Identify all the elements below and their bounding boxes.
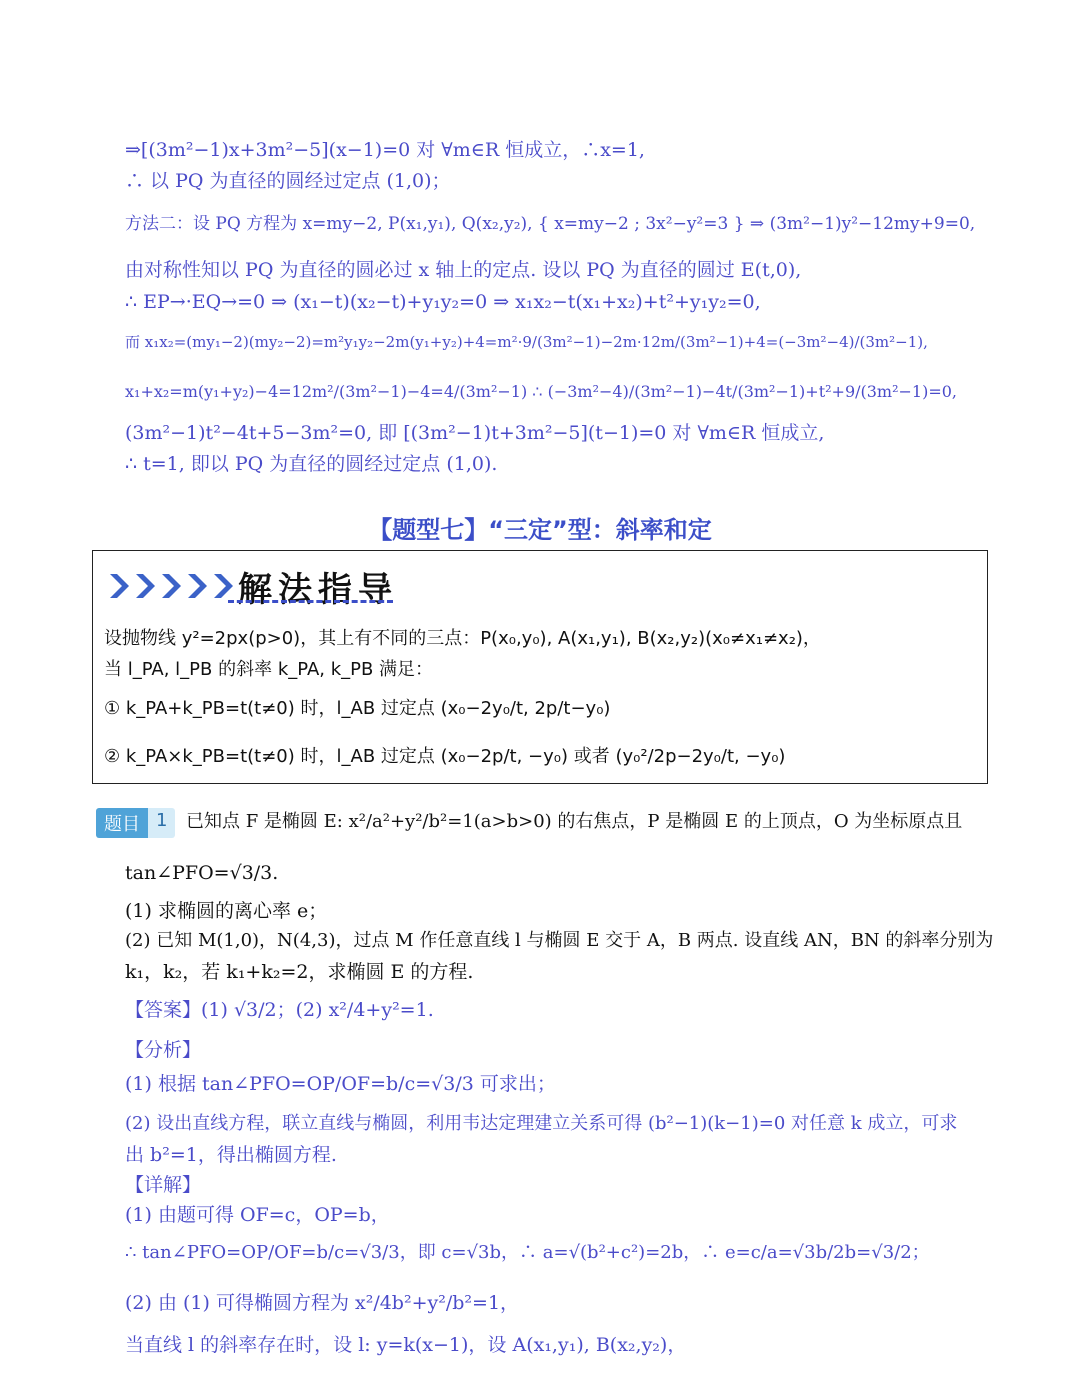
analysis-line: (2) 设出直线方程，联立直线与椭圆，利用韦达定理建立关系可得 (b²−1)(k−1)=0 对任意 k 成立，可求 xyxy=(125,1113,958,1134)
problem-text: 已知点 F 是椭圆 E: x²/a²+y²/b²=1(a>b>0) 的右焦点，P 是椭圆 E 的上顶点，O 为坐标原点且 xyxy=(186,811,963,832)
detail-line: (1) 由题可得 OF=c，OP=b， xyxy=(125,1204,390,1226)
solution-line: ∴ t=1, 即以 PQ 为直径的圆经过定点 (1,0). xyxy=(125,453,498,475)
guide-line: 当 l_PA, l_PB 的斜率 k_PA, k_PB 满足： xyxy=(104,659,434,680)
analysis-heading: 【分析】 xyxy=(125,1039,202,1061)
detail-line: (2) 由 (1) 可得椭圆方程为 x²/4b²+y²/b²=1， xyxy=(125,1292,520,1314)
guide-underline xyxy=(228,600,393,603)
detail-line: ∴ tan∠PFO=OP/OF=b/c=√3/3，即 c=√3b，∴ a=√(b²+c²)=2b，∴ e=c/a=√3b/2b=√3/2； xyxy=(125,1242,930,1263)
solution-line: (3m²−1)t²−4t+5−3m²=0, 即 [(3m²−1)t+3m²−5](t−1)=0 对 ∀m∈R 恒成立, xyxy=(125,422,825,444)
analysis-line: (1) 根据 tan∠PFO=OP/OF=b/c=√3/3 可求出； xyxy=(125,1073,556,1095)
problem-text: (1) 求椭圆的离心率 e； xyxy=(125,900,328,922)
detail-line: 当直线 l 的斜率存在时，设 l: y=k(x−1)，设 A(x₁,y₁), B(x₂,y₂)， xyxy=(125,1334,687,1356)
section-title: 【题型七】“三定”型：斜率和定 xyxy=(368,516,712,544)
solution-line: 而 x₁x₂=(my₁−2)(my₂−2)=m²y₁y₂−2m(y₁+y₂)+4=m²·9/(3m²−1)−2m·12m/(3m²−1)+4=(−3m²−4)/(3m²−1), xyxy=(125,333,928,351)
detail-heading: 【详解】 xyxy=(125,1174,202,1196)
guide-line: 设抛物线 y²=2px(p>0)，其上有不同的三点：P(x₀,y₀), A(x₁,y₁), B(x₂,y₂)(x₀≠x₁≠x₂)， xyxy=(104,628,821,649)
chevron-arrows-icon xyxy=(108,571,238,601)
solution-line: ∴ 以 PQ 为直径的圆经过定点 (1,0)； xyxy=(125,170,451,192)
problem-text: tan∠PFO=√3/3. xyxy=(125,862,279,884)
problem-text: (2) 已知 M(1,0)，N(4,3)，过点 M 作任意直线 l 与椭圆 E 交于 A，B 两点. 设直线 AN，BN 的斜率分别为 xyxy=(125,930,994,951)
solution-line: ∴ EP→·EQ→=0 ⇒ (x₁−t)(x₂−t)+y₁y₂=0 ⇒ x₁x₂−t(x₁+x₂)+t²+y₁y₂=0, xyxy=(125,291,761,313)
analysis-line: 出 b²=1，得出椭圆方程. xyxy=(125,1144,337,1166)
guide-line: ① k_PA+k_PB=t(t≠0) 时，l_AB 过定点 (x₀−2y₀/t, 2p/t−y₀) xyxy=(104,698,611,719)
answer-line: 【答案】(1) √3/2；(2) x²/4+y²=1. xyxy=(125,999,434,1021)
problem-number: 1 xyxy=(148,808,175,838)
guide-label: 解法指导 xyxy=(238,570,398,610)
solution-line: x₁+x₂=m(y₁+y₂)−4=12m²/(3m²−1)−4=4/(3m²−1) ∴ (−3m²−4)/(3m²−1)−4t/(3m²−1)+t²+9/(3m²−1)=0, xyxy=(125,382,958,401)
guide-line: ② k_PA×k_PB=t(t≠0) 时，l_AB 过定点 (x₀−2p/t, −y₀) 或者 (y₀²/2p−2y₀/t, −y₀) xyxy=(104,746,786,767)
problem-tag xyxy=(96,808,175,838)
problem-tag-label: 题目 xyxy=(96,808,148,838)
solution-line: 由对称性知以 PQ 为直径的圆必过 x 轴上的定点. 设以 PQ 为直径的圆过 E(t,0), xyxy=(125,259,802,281)
problem-text: k₁，k₂，若 k₁+k₂=2，求椭圆 E 的方程. xyxy=(125,961,474,983)
solution-line: 方法二：设 PQ 方程为 x=my−2, P(x₁,y₁), Q(x₂,y₂), { x=my−2 ; 3x²−y²=3 } ⇒ (3m²−1)y²−12my+9=0, xyxy=(125,214,976,234)
solution-line: ⇒[(3m²−1)x+3m²−5](x−1)=0 对 ∀m∈R 恒成立，∴x=1, xyxy=(125,139,645,161)
